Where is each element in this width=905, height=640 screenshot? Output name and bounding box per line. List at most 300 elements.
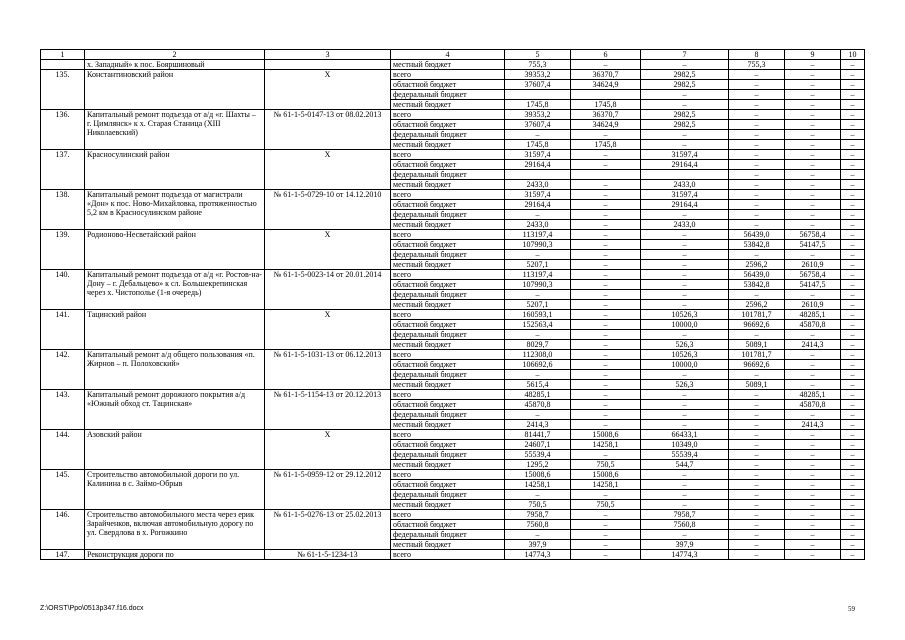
- amount-cell: 53842,8: [729, 280, 785, 290]
- amount-cell: 55539,4: [641, 450, 729, 460]
- amount-cell: –: [841, 540, 865, 550]
- amount-cell: –: [841, 530, 865, 540]
- budget-source: местный бюджет: [391, 540, 505, 550]
- amount-cell: 113197,4: [505, 230, 571, 240]
- object-name: Красносулинский район: [85, 150, 265, 190]
- amount-cell: –: [571, 350, 641, 360]
- amount-cell: 106692,6: [505, 360, 571, 370]
- amount-cell: –: [505, 490, 571, 500]
- object-name: Родионово-Несветайский район: [85, 230, 265, 270]
- amount-cell: 14258,1: [505, 480, 571, 490]
- amount-cell: –: [641, 370, 729, 380]
- budget-source: всего: [391, 230, 505, 240]
- amount-cell: –: [841, 200, 865, 210]
- amount-cell: 39353,2: [505, 70, 571, 80]
- amount-cell: 31597,4: [641, 150, 729, 160]
- amount-cell: 54147,5: [785, 240, 841, 250]
- amount-cell: –: [571, 370, 641, 380]
- amount-cell: –: [729, 550, 785, 560]
- amount-cell: 2433,0: [505, 220, 571, 230]
- column-header: 6: [571, 50, 641, 60]
- amount-cell: 2596,2: [729, 300, 785, 310]
- amount-cell: –: [785, 500, 841, 510]
- amount-cell: –: [841, 160, 865, 170]
- amount-cell: –: [841, 440, 865, 450]
- object-name: Тацинский район: [85, 310, 265, 350]
- amount-cell: –: [841, 420, 865, 430]
- amount-cell: –: [785, 550, 841, 560]
- amount-cell: –: [505, 410, 571, 420]
- amount-cell: 107990,3: [505, 240, 571, 250]
- amount-cell: –: [729, 440, 785, 450]
- amount-cell: 56439,0: [729, 230, 785, 240]
- amount-cell: 755,3: [505, 60, 571, 70]
- amount-cell: 36370,7: [571, 110, 641, 120]
- budget-source: федеральный бюджет: [391, 250, 505, 260]
- row-number: 140.: [41, 270, 85, 310]
- amount-cell: 101781,7: [729, 350, 785, 360]
- amount-cell: –: [841, 430, 865, 440]
- amount-cell: –: [641, 210, 729, 220]
- amount-cell: 7560,8: [641, 520, 729, 530]
- budget-source: областной бюджет: [391, 120, 505, 130]
- amount-cell: –: [641, 480, 729, 490]
- amount-cell: –: [841, 290, 865, 300]
- amount-cell: –: [729, 130, 785, 140]
- amount-cell: 31597,4: [505, 190, 571, 200]
- amount-cell: 2982,5: [641, 120, 729, 130]
- amount-cell: 14258,1: [571, 480, 641, 490]
- amount-cell: –: [785, 330, 841, 340]
- budget-source: местный бюджет: [391, 220, 505, 230]
- object-name: Азовский район: [85, 430, 265, 470]
- object-name: Строительство автомобильной дороги по ул. Калинина в с. Займо-Обрыв: [85, 470, 265, 510]
- amount-cell: 29164,4: [641, 160, 729, 170]
- amount-cell: [571, 90, 641, 100]
- amount-cell: –: [641, 490, 729, 500]
- object-name: Константиновский район: [85, 70, 265, 110]
- amount-cell: 10526,3: [641, 350, 729, 360]
- amount-cell: –: [571, 450, 641, 460]
- row-number: 142.: [41, 350, 85, 390]
- amount-cell: 2414,3: [785, 340, 841, 350]
- table-row: [41, 110, 865, 120]
- amount-cell: –: [841, 300, 865, 310]
- amount-cell: –: [841, 280, 865, 290]
- amount-cell: –: [785, 180, 841, 190]
- amount-cell: 1745,8: [571, 100, 641, 110]
- amount-cell: –: [785, 80, 841, 90]
- amount-cell: –: [785, 410, 841, 420]
- budget-source: областной бюджет: [391, 200, 505, 210]
- budget-source: всего: [391, 430, 505, 440]
- amount-cell: –: [841, 310, 865, 320]
- row-number: [41, 60, 85, 70]
- amount-cell: –: [729, 400, 785, 410]
- amount-cell: 31597,4: [641, 190, 729, 200]
- amount-cell: 5207,1: [505, 260, 571, 270]
- column-header: 8: [729, 50, 785, 60]
- amount-cell: –: [841, 60, 865, 70]
- amount-cell: –: [841, 320, 865, 330]
- amount-cell: –: [571, 280, 641, 290]
- amount-cell: 66433,1: [641, 430, 729, 440]
- amount-cell: –: [841, 350, 865, 360]
- amount-cell: –: [841, 230, 865, 240]
- budget-source: федеральный бюджет: [391, 170, 505, 180]
- amount-cell: –: [785, 440, 841, 450]
- amount-cell: 750,5: [505, 500, 571, 510]
- amount-cell: 15008,6: [505, 470, 571, 480]
- amount-cell: –: [729, 450, 785, 460]
- amount-cell: –: [785, 470, 841, 480]
- amount-cell: –: [785, 100, 841, 110]
- amount-cell: –: [729, 290, 785, 300]
- amount-cell: –: [785, 200, 841, 210]
- amount-cell: –: [729, 70, 785, 80]
- amount-cell: –: [841, 270, 865, 280]
- amount-cell: [505, 90, 571, 100]
- object-name: Реконструкция дороги по: [85, 550, 265, 560]
- budget-source: областной бюджет: [391, 280, 505, 290]
- amount-cell: 34624,9: [571, 120, 641, 130]
- amount-cell: 14258,1: [571, 440, 641, 450]
- amount-cell: –: [841, 410, 865, 420]
- amount-cell: –: [505, 130, 571, 140]
- amount-cell: –: [641, 410, 729, 420]
- amount-cell: –: [641, 260, 729, 270]
- budget-source: местный бюджет: [391, 140, 505, 150]
- contract-number: № 61-1-5-1031-13 от 06.12.2013: [265, 350, 391, 390]
- amount-cell: 7560,8: [505, 520, 571, 530]
- amount-cell: –: [571, 130, 641, 140]
- amount-cell: –: [505, 370, 571, 380]
- amount-cell: –: [571, 250, 641, 260]
- amount-cell: –: [729, 330, 785, 340]
- amount-cell: –: [841, 520, 865, 530]
- amount-cell: 5207,1: [505, 300, 571, 310]
- contract-number: № 61-1-5-1154-13 от 20.12.2013: [265, 390, 391, 430]
- amount-cell: –: [841, 250, 865, 260]
- budget-source: федеральный бюджет: [391, 490, 505, 500]
- amount-cell: –: [571, 360, 641, 370]
- amount-cell: –: [785, 210, 841, 220]
- amount-cell: 14774,3: [505, 550, 571, 560]
- amount-cell: –: [571, 550, 641, 560]
- amount-cell: 2610,9: [785, 300, 841, 310]
- budget-source: местный бюджет: [391, 380, 505, 390]
- budget-source: всего: [391, 390, 505, 400]
- amount-cell: –: [841, 460, 865, 470]
- object-name: Капитальный ремонт подъезда от магистрали «Дон» к пос. Ново-Михайловка, протяженностью 5,2 км в Красносулинском районе: [85, 190, 265, 230]
- amount-cell: –: [785, 130, 841, 140]
- amount-cell: –: [729, 510, 785, 520]
- amount-cell: –: [841, 380, 865, 390]
- amount-cell: –: [571, 160, 641, 170]
- budget-source: всего: [391, 70, 505, 80]
- table-row: [41, 310, 865, 320]
- amount-cell: –: [641, 290, 729, 300]
- row-number: 136.: [41, 110, 85, 150]
- amount-cell: –: [641, 60, 729, 70]
- amount-cell: 15008,6: [571, 430, 641, 440]
- amount-cell: –: [641, 470, 729, 480]
- amount-cell: 10000,0: [641, 360, 729, 370]
- budget-source: всего: [391, 110, 505, 120]
- budget-source: федеральный бюджет: [391, 210, 505, 220]
- contract-number: Х: [265, 70, 391, 110]
- amount-cell: –: [571, 220, 641, 230]
- amount-cell: –: [571, 540, 641, 550]
- column-header: 4: [391, 50, 505, 60]
- amount-cell: 7958,7: [641, 510, 729, 520]
- amount-cell: –: [641, 130, 729, 140]
- table-row: [41, 350, 865, 360]
- amount-cell: –: [729, 180, 785, 190]
- row-number: 138.: [41, 190, 85, 230]
- amount-cell: –: [505, 250, 571, 260]
- amount-cell: –: [841, 390, 865, 400]
- budget-source: местный бюджет: [391, 100, 505, 110]
- amount-cell: –: [841, 170, 865, 180]
- table-row: [41, 550, 865, 560]
- budget-source: всего: [391, 270, 505, 280]
- amount-cell: –: [641, 230, 729, 240]
- amount-cell: 56758,4: [785, 270, 841, 280]
- budget-source: федеральный бюджет: [391, 90, 505, 100]
- amount-cell: –: [571, 510, 641, 520]
- amount-cell: –: [729, 140, 785, 150]
- column-header: 10: [841, 50, 865, 60]
- amount-cell: [641, 170, 729, 180]
- object-name: Капитальный ремонт подъезда от а/д «г. Шахты – г. Цимлянск» к х. Старая Станица (ХIII Николаевский): [85, 110, 265, 150]
- amount-cell: –: [729, 190, 785, 200]
- contract-number: Х: [265, 230, 391, 270]
- amount-cell: –: [571, 210, 641, 220]
- amount-cell: [571, 170, 641, 180]
- column-header: 1: [41, 50, 85, 60]
- contract-number: № 61-1-5-1234-13: [265, 550, 391, 560]
- amount-cell: –: [785, 380, 841, 390]
- budget-source: федеральный бюджет: [391, 130, 505, 140]
- amount-cell: –: [785, 430, 841, 440]
- budget-source: всего: [391, 310, 505, 320]
- object-name: Капитальный ремонт а/д общего пользования «п. Жирнов – п. Полоховский»: [85, 350, 265, 390]
- amount-cell: 755,3: [729, 60, 785, 70]
- amount-cell: 48285,1: [785, 310, 841, 320]
- amount-cell: 29164,4: [505, 200, 571, 210]
- amount-cell: –: [841, 260, 865, 270]
- amount-cell: –: [571, 520, 641, 530]
- amount-cell: 39353,2: [505, 110, 571, 120]
- amount-cell: –: [785, 160, 841, 170]
- amount-cell: –: [641, 530, 729, 540]
- amount-cell: 2982,5: [641, 80, 729, 90]
- amount-cell: 5615,4: [505, 380, 571, 390]
- amount-cell: –: [505, 330, 571, 340]
- amount-cell: 96692,6: [729, 320, 785, 330]
- amount-cell: 29164,4: [641, 200, 729, 210]
- table-row: [41, 390, 865, 400]
- budget-source: местный бюджет: [391, 460, 505, 470]
- amount-cell: –: [505, 210, 571, 220]
- amount-cell: 397,9: [641, 540, 729, 550]
- amount-cell: 45870,8: [505, 400, 571, 410]
- amount-cell: 2414,3: [505, 420, 571, 430]
- amount-cell: –: [729, 410, 785, 420]
- budget-source: всего: [391, 550, 505, 560]
- amount-cell: 2414,3: [785, 420, 841, 430]
- amount-cell: –: [841, 120, 865, 130]
- amount-cell: –: [729, 430, 785, 440]
- amount-cell: –: [785, 60, 841, 70]
- amount-cell: 10000,0: [641, 320, 729, 330]
- amount-cell: –: [729, 520, 785, 530]
- header-row: [41, 50, 865, 60]
- amount-cell: –: [641, 140, 729, 150]
- amount-cell: –: [571, 230, 641, 240]
- contract-number: № 61-1-5-0147-13 от 08.02.2013: [265, 110, 391, 150]
- amount-cell: –: [571, 410, 641, 420]
- amount-cell: 29164,4: [505, 160, 571, 170]
- amount-cell: 45870,8: [785, 400, 841, 410]
- amount-cell: 48285,1: [505, 390, 571, 400]
- amount-cell: –: [785, 370, 841, 380]
- amount-cell: 2982,5: [641, 70, 729, 80]
- amount-cell: 45870,8: [785, 320, 841, 330]
- amount-cell: 10526,3: [641, 310, 729, 320]
- amount-cell: –: [785, 120, 841, 130]
- amount-cell: –: [785, 110, 841, 120]
- amount-cell: –: [571, 310, 641, 320]
- amount-cell: 1745,8: [571, 140, 641, 150]
- row-number: 141.: [41, 310, 85, 350]
- amount-cell: –: [729, 390, 785, 400]
- amount-cell: –: [571, 420, 641, 430]
- contract-number: № 61-1-5-0959-12 от 29.12.2012: [265, 470, 391, 510]
- column-header: 9: [785, 50, 841, 60]
- budget-source: местный бюджет: [391, 500, 505, 510]
- amount-cell: –: [841, 500, 865, 510]
- amount-cell: –: [729, 470, 785, 480]
- column-header: 5: [505, 50, 571, 60]
- amount-cell: 2433,0: [641, 220, 729, 230]
- amount-cell: 14774,3: [641, 550, 729, 560]
- amount-cell: –: [571, 490, 641, 500]
- amount-cell: 56439,0: [729, 270, 785, 280]
- amount-cell: –: [841, 100, 865, 110]
- amount-cell: –: [505, 290, 571, 300]
- amount-cell: –: [785, 220, 841, 230]
- amount-cell: –: [641, 500, 729, 510]
- amount-cell: –: [841, 210, 865, 220]
- budget-source: областной бюджет: [391, 240, 505, 250]
- amount-cell: –: [729, 420, 785, 430]
- amount-cell: –: [841, 80, 865, 90]
- amount-cell: –: [729, 530, 785, 540]
- budget-source: местный бюджет: [391, 60, 505, 70]
- amount-cell: –: [571, 180, 641, 190]
- table-row: [41, 190, 865, 200]
- amount-cell: 5089,1: [729, 340, 785, 350]
- amount-cell: –: [571, 150, 641, 160]
- amount-cell: 2433,0: [641, 180, 729, 190]
- amount-cell: –: [841, 360, 865, 370]
- amount-cell: –: [571, 390, 641, 400]
- budget-source: всего: [391, 350, 505, 360]
- amount-cell: –: [729, 500, 785, 510]
- amount-cell: 7958,7: [505, 510, 571, 520]
- amount-cell: –: [841, 550, 865, 560]
- amount-cell: –: [841, 490, 865, 500]
- contract-number: № 61-1-5-0023-14 от 20.01.2014: [265, 270, 391, 310]
- amount-cell: –: [571, 340, 641, 350]
- budget-source: всего: [391, 510, 505, 520]
- budget-source: местный бюджет: [391, 180, 505, 190]
- amount-cell: –: [729, 480, 785, 490]
- amount-cell: –: [641, 390, 729, 400]
- budget-source: федеральный бюджет: [391, 450, 505, 460]
- amount-cell: –: [729, 110, 785, 120]
- amount-cell: –: [729, 150, 785, 160]
- amount-cell: –: [641, 90, 729, 100]
- amount-cell: 55539,4: [505, 450, 571, 460]
- table-row: [41, 230, 865, 240]
- object-name: Капитальный ремонт подъезда от а/д «г. Ростов-на-Дону – г. Дебальцево» к сл. Большекрепинская через х. Чистополье (1-я очередь): [85, 270, 265, 310]
- budget-source: местный бюджет: [391, 300, 505, 310]
- amount-cell: 10349,0: [641, 440, 729, 450]
- amount-cell: 152563,4: [505, 320, 571, 330]
- amount-cell: –: [785, 520, 841, 530]
- amount-cell: –: [571, 330, 641, 340]
- amount-cell: 96692,6: [729, 360, 785, 370]
- amount-cell: –: [571, 290, 641, 300]
- amount-cell: –: [641, 100, 729, 110]
- budget-source: областной бюджет: [391, 440, 505, 450]
- amount-cell: –: [729, 160, 785, 170]
- amount-cell: 37607,4: [505, 80, 571, 90]
- page-number: 59: [848, 605, 855, 613]
- row-number: 137.: [41, 150, 85, 190]
- amount-cell: 526,3: [641, 340, 729, 350]
- amount-cell: 526,3: [641, 380, 729, 390]
- row-number: 145.: [41, 470, 85, 510]
- amount-cell: –: [571, 270, 641, 280]
- amount-cell: –: [571, 240, 641, 250]
- contract-number: № 61-1-5-0729-10 от 14.12.2010: [265, 190, 391, 230]
- amount-cell: 34624,9: [571, 80, 641, 90]
- amount-cell: –: [785, 290, 841, 300]
- amount-cell: –: [785, 510, 841, 520]
- amount-cell: –: [841, 240, 865, 250]
- amount-cell: 107990,3: [505, 280, 571, 290]
- amount-cell: 113197,4: [505, 270, 571, 280]
- amount-cell: –: [729, 210, 785, 220]
- contract-number: № 61-1-5-0276-13 от 25.02.2013: [265, 510, 391, 550]
- amount-cell: –: [641, 300, 729, 310]
- amount-cell: –: [729, 80, 785, 90]
- table-row: [41, 150, 865, 160]
- amount-cell: –: [729, 200, 785, 210]
- amount-cell: –: [785, 530, 841, 540]
- amount-cell: 37607,4: [505, 120, 571, 130]
- amount-cell: –: [841, 510, 865, 520]
- budget-source: всего: [391, 470, 505, 480]
- budget-source: федеральный бюджет: [391, 410, 505, 420]
- amount-cell: 112308,0: [505, 350, 571, 360]
- amount-cell: 2596,2: [729, 260, 785, 270]
- budget-source: областной бюджет: [391, 320, 505, 330]
